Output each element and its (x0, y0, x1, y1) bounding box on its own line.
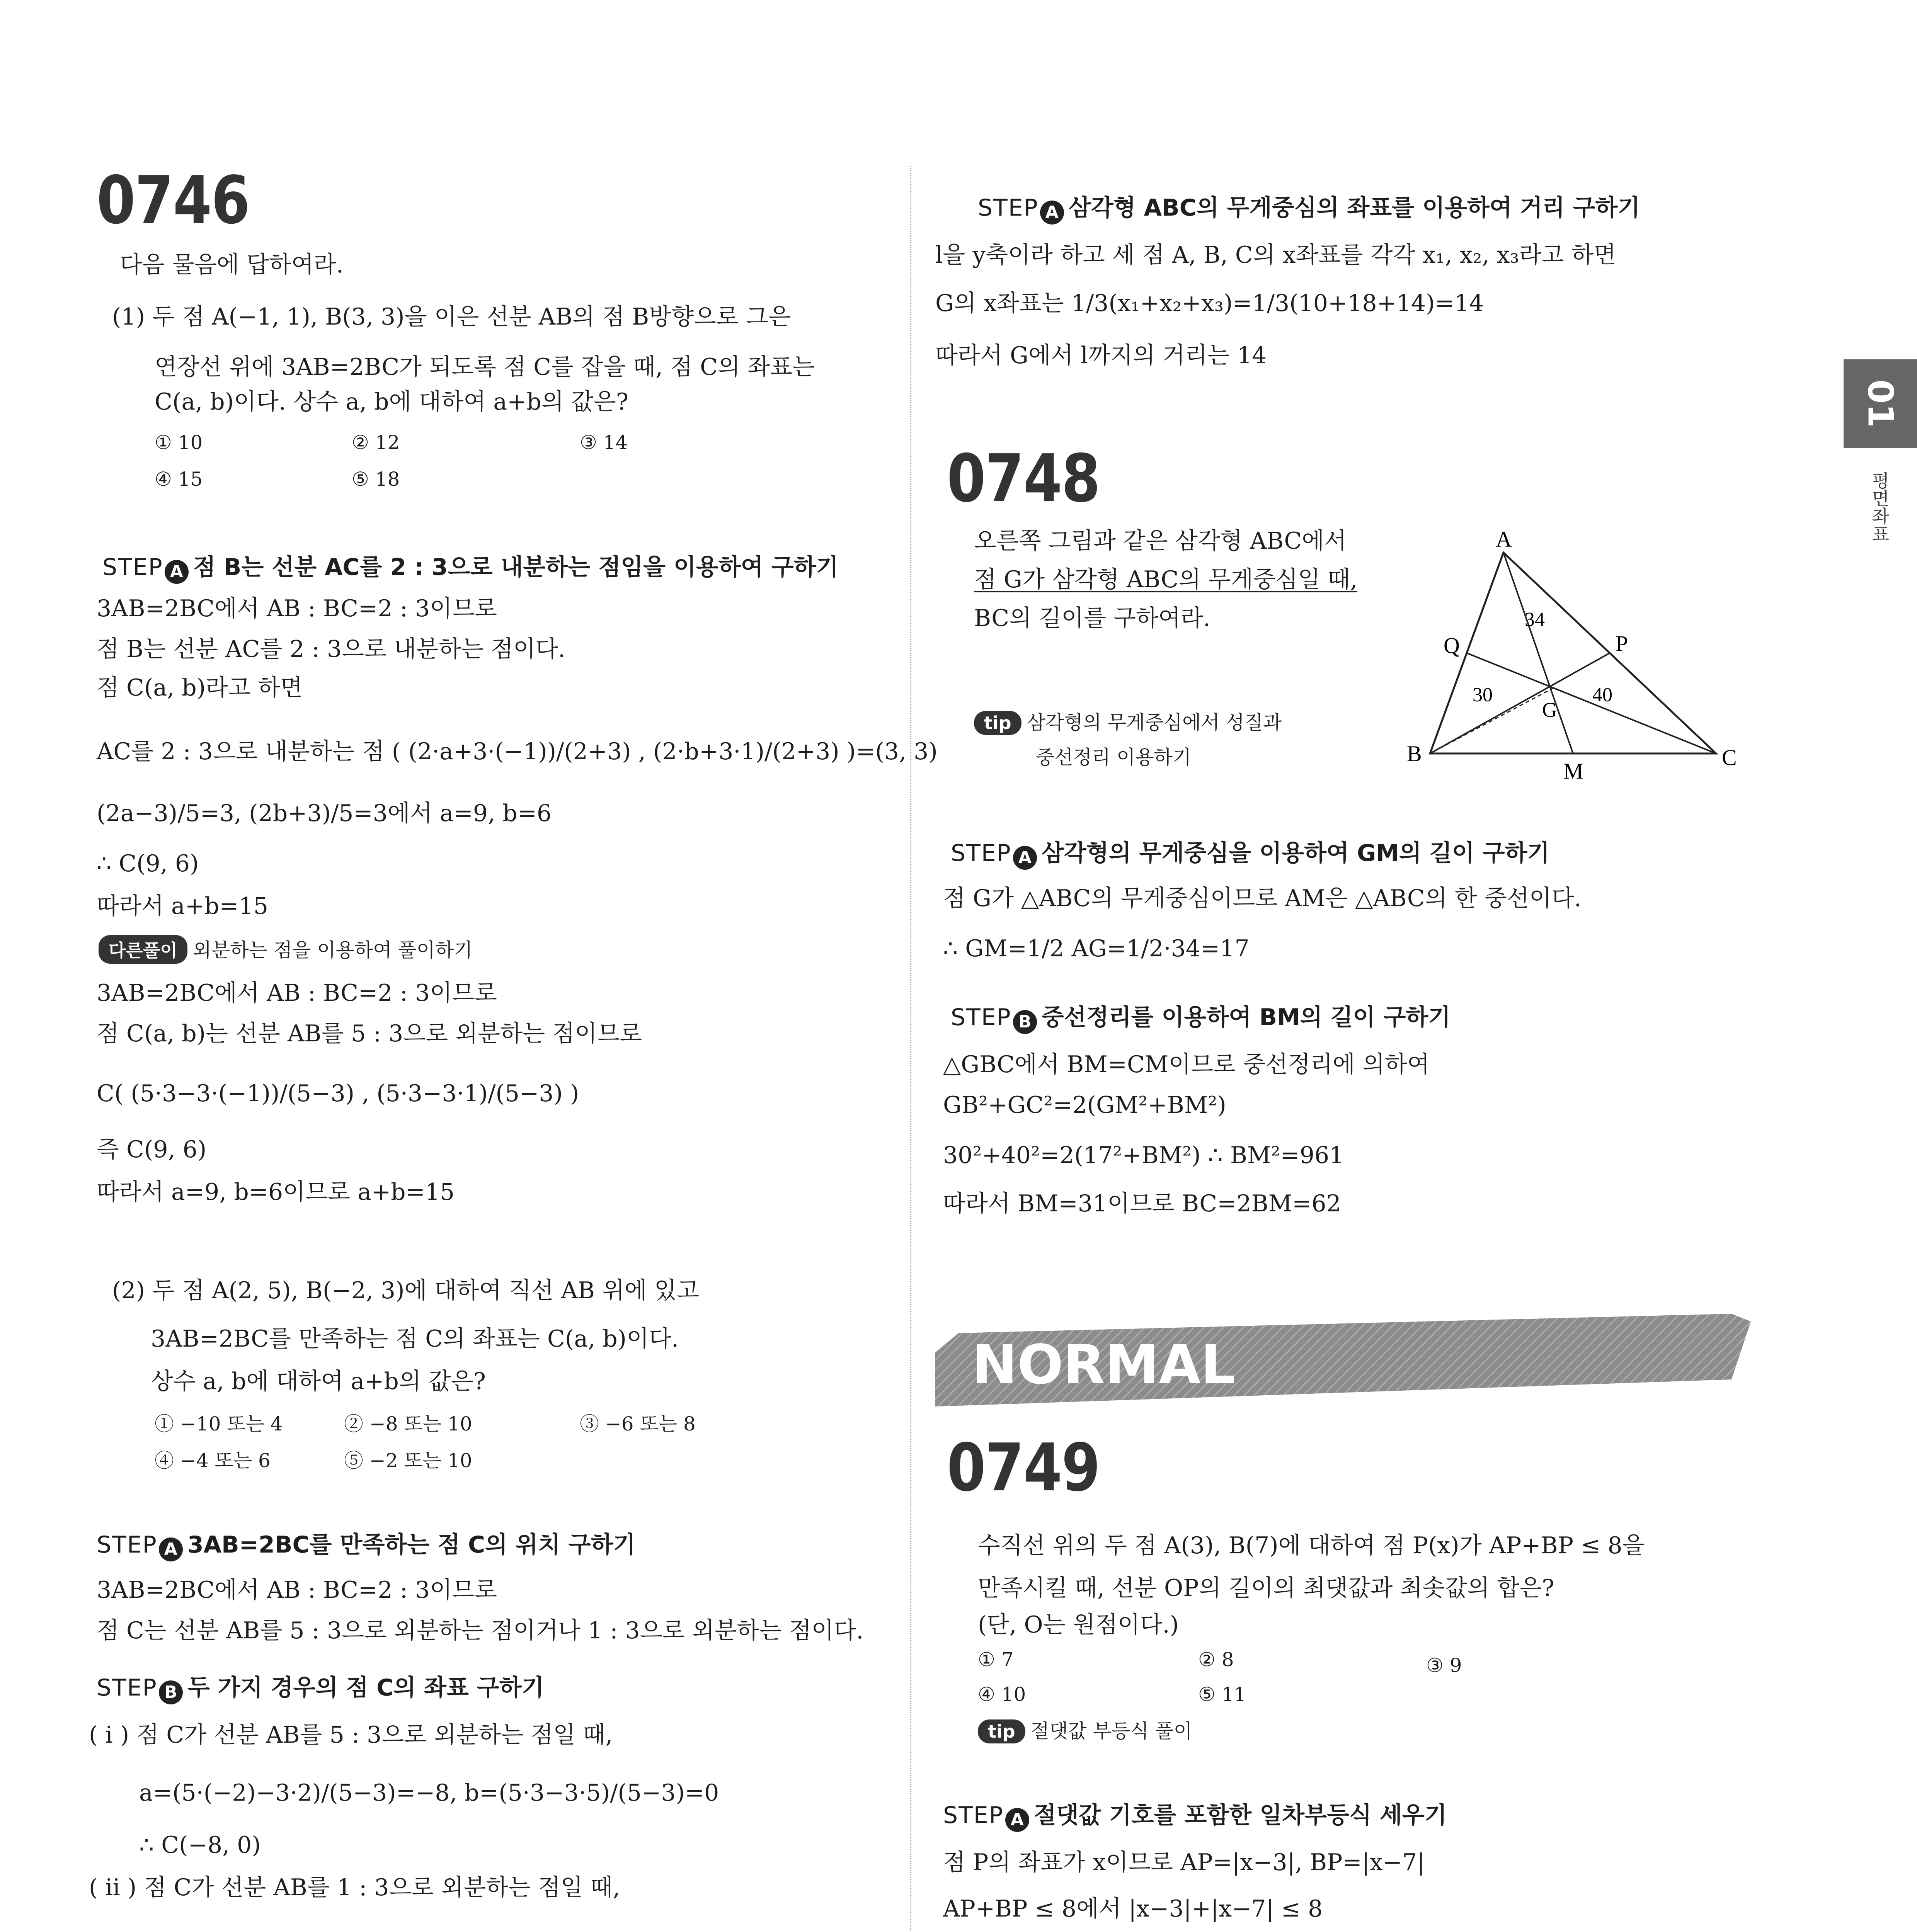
tip-box: tip 삼각형의 무게중심에서 성질과 (974, 711, 1282, 735)
q0746-p1-line1: (1) 두 점 A(−1, 1), B(3, 3)을 이은 선분 AB의 점 B방향으로 그은 (112, 303, 791, 330)
label-b: B (1407, 741, 1422, 766)
solution-line: 따라서 G에서 l까지의 거리는 14 (935, 342, 1267, 369)
label-a: A (1496, 529, 1512, 552)
tip-tag: tip (974, 711, 1021, 735)
median-bp (1430, 653, 1610, 753)
q0746-p1-line3: C(a, b)이다. 상수 a, b에 대하여 a+b의 값은? (155, 388, 628, 415)
alt-solution-heading: 다른풀이 외분하는 점을 이용하여 풀이하기 (99, 935, 473, 964)
label-m: M (1563, 759, 1583, 784)
normal-label: NORMAL (972, 1333, 1235, 1396)
label-g: G (1542, 698, 1557, 721)
step-b-heading: STEP B 중선정리를 이용하여 BM의 길이 구하기 (951, 999, 1451, 1034)
solution-line: ∴ GM=1/2 AG=1/2·34=17 (943, 935, 1250, 962)
alt-solution-line: C( (5·3−3·(−1))/(5−3) , (5·3−3·1)/(5−3) ) (97, 1080, 579, 1107)
tip-tag: tip (978, 1719, 1025, 1743)
solution-line: 30²+40²=2(17²+BM²) ∴ BM²=961 (943, 1142, 1344, 1169)
solution-line: 점 C는 선분 AB를 5 : 3으로 외분하는 점이거나 1 : 3으로 외분하는 점이다. (97, 1617, 864, 1644)
solution-line: 3AB=2BC에서 AB : BC=2 : 3이므로 (97, 1577, 497, 1604)
solution-line: ( ii ) 점 C가 선분 AB를 1 : 3으로 외분하는 점일 때, (89, 1874, 620, 1901)
tip-line: 중선정리 이용하기 (1036, 746, 1192, 769)
normal-section-banner (935, 1310, 1751, 1410)
solution-line: 점 B는 선분 AC를 2 : 3으로 내분하는 점이다. (97, 636, 565, 663)
label-30: 30 (1473, 684, 1493, 706)
q0746-intro: 다음 물음에 답하여라. (120, 251, 344, 278)
median-am (1503, 553, 1573, 753)
q0749-line: (단, O는 원점이다.) (978, 1611, 1179, 1638)
step-a-heading: STEP A 삼각형 ABC의 무게중심의 좌표를 이용하여 거리 구하기 (978, 189, 1640, 224)
choice: ① −10 또는 4 (155, 1413, 283, 1435)
solution-line: 점 C(a, b)라고 하면 (97, 674, 303, 701)
label-p: P (1616, 631, 1628, 656)
alt-solution-line: 따라서 a=9, b=6이므로 a+b=15 (97, 1179, 455, 1206)
solution-line: △GBC에서 BM=CM이므로 중선정리에 의하여 (943, 1051, 1430, 1078)
alt-solution-line: 점 C(a, b)는 선분 AB를 5 : 3으로 외분하는 점이므로 (97, 1020, 642, 1047)
solution-line: ( i ) 점 C가 선분 AB를 5 : 3으로 외분하는 점일 때, (89, 1721, 613, 1748)
solution-line: ∴ C(9, 6) (97, 850, 199, 877)
chapter-label: 평면좌표 (1869, 471, 1890, 543)
label-c: C (1722, 745, 1737, 770)
alt-solution-line: 3AB=2BC에서 AB : BC=2 : 3이므로 (97, 980, 497, 1007)
q0749-line: 수직선 위의 두 점 A(3), B(7)에 대하여 점 P(x)가 AP+BP ≤ 8을 (978, 1532, 1645, 1559)
choice: ② −8 또는 10 (344, 1413, 472, 1435)
choice: ② 12 (352, 431, 400, 454)
solution-line: (2a−3)/5=3, (2b+3)/5=3에서 a=9, b=6 (97, 800, 552, 827)
solution-line: AP+BP ≤ 8에서 |x−3|+|x−7| ≤ 8 (943, 1895, 1323, 1922)
choice: ④ 15 (155, 468, 203, 490)
choice: ① 10 (155, 431, 203, 454)
choice: ④ −4 또는 6 (155, 1449, 271, 1472)
step-a-heading: STEP A 3AB=2BC를 만족하는 점 C의 위치 구하기 (97, 1526, 636, 1561)
solution-line: 따라서 BM=31이므로 BC=2BM=62 (943, 1190, 1341, 1217)
choice: ③ 9 (1426, 1654, 1462, 1677)
solution-line: 3AB=2BC에서 AB : BC=2 : 3이므로 (97, 595, 497, 622)
q0746-p2-line1: (2) 두 점 A(2, 5), B(−2, 3)에 대하여 직선 AB 위에 있고 (112, 1277, 699, 1304)
alt-solution-tag: 다른풀이 (99, 935, 187, 964)
tip-box: tip 절댓값 부등식 풀이 (978, 1719, 1192, 1743)
solution-line: G의 x좌표는 1/3(x₁+x₂+x₃)=1/3(10+18+14)=14 (935, 290, 1484, 317)
step-a-heading: STEP A 점 B는 선분 AC를 2 : 3으로 내분하는 점임을 이용하여 구하기 (102, 549, 839, 584)
choice: ③ 14 (580, 431, 628, 454)
q0748-figure (1391, 529, 1747, 800)
label-40: 40 (1592, 684, 1612, 706)
choice: ② 8 (1198, 1648, 1234, 1671)
solution-line: a=(5·(−2)−3·2)/(5−3)=−8, b=(5·3−3·5)/(5−3)=0 (139, 1779, 719, 1806)
solution-line: ∴ C(−8, 0) (139, 1832, 261, 1859)
q0748-line: 오른쪽 그림과 같은 삼각형 ABC에서 (974, 527, 1347, 554)
choice: ③ −6 또는 8 (580, 1413, 696, 1435)
alt-solution-line: 즉 C(9, 6) (97, 1136, 207, 1163)
step-a-heading: STEP A 절댓값 기호를 포함한 일차부등식 세우기 (943, 1797, 1447, 1832)
choice: ① 7 (978, 1648, 1014, 1671)
solution-line: AC를 2 : 3으로 내분하는 점 ( (2·a+3·(−1))/(2+3) , (2·b+3·1)/(2+3) )=(3, 3) (97, 738, 938, 765)
step-b-heading: STEP B 두 가지 경우의 점 C의 좌표 구하기 (97, 1669, 544, 1704)
q0749-line: 만족시킬 때, 선분 OP의 길이의 최댓값과 최솟값의 합은? (978, 1575, 1554, 1602)
solution-line: 따라서 a+b=15 (97, 893, 269, 920)
solution-line: l을 y축이라 하고 세 점 A, B, C의 x좌표를 각각 x₁, x₂, x₃라고 하면 (935, 242, 1616, 269)
chapter-number: 01 (1860, 379, 1901, 428)
step-a-heading: STEP A 삼각형의 무게중심을 이용하여 GM의 길이 구하기 (951, 835, 1549, 870)
question-number-0749: 0749 (947, 1430, 1100, 1506)
q0746-p1-line2: 연장선 위에 3AB=2BC가 되도록 점 C를 잡을 때, 점 C의 좌표는 (155, 354, 815, 381)
chapter-tab (1844, 359, 1917, 448)
q0746-p2-line3: 상수 a, b에 대하여 a+b의 값은? (151, 1368, 486, 1395)
solution-line: 점 P의 좌표가 x이므로 AP=|x−3|, BP=|x−7| (943, 1849, 1425, 1876)
q0746-p2-line2: 3AB=2BC를 만족하는 점 C의 좌표는 C(a, b)이다. (151, 1325, 679, 1352)
solution-line: GB²+GC²=2(GM²+BM²) (943, 1092, 1226, 1119)
triangle-abc (1430, 553, 1716, 753)
choice: ⑤ 11 (1198, 1683, 1246, 1706)
choice: ⑤ 18 (352, 468, 400, 490)
q0748-line: BC의 길이를 구하여라. (974, 605, 1211, 632)
solution-line: 점 G가 △ABC의 무게중심이므로 AM은 △ABC의 한 중선이다. (943, 885, 1582, 912)
column-divider (910, 166, 911, 1932)
choice: ⑤ −2 또는 10 (344, 1449, 472, 1472)
q0748-line: 점 G가 삼각형 ABC의 무게중심일 때, (974, 566, 1358, 593)
question-number-0748: 0748 (947, 440, 1100, 517)
label-34: 34 (1525, 609, 1545, 631)
question-number-0746: 0746 (97, 162, 250, 239)
label-q: Q (1444, 633, 1460, 658)
choice: ④ 10 (978, 1683, 1026, 1706)
